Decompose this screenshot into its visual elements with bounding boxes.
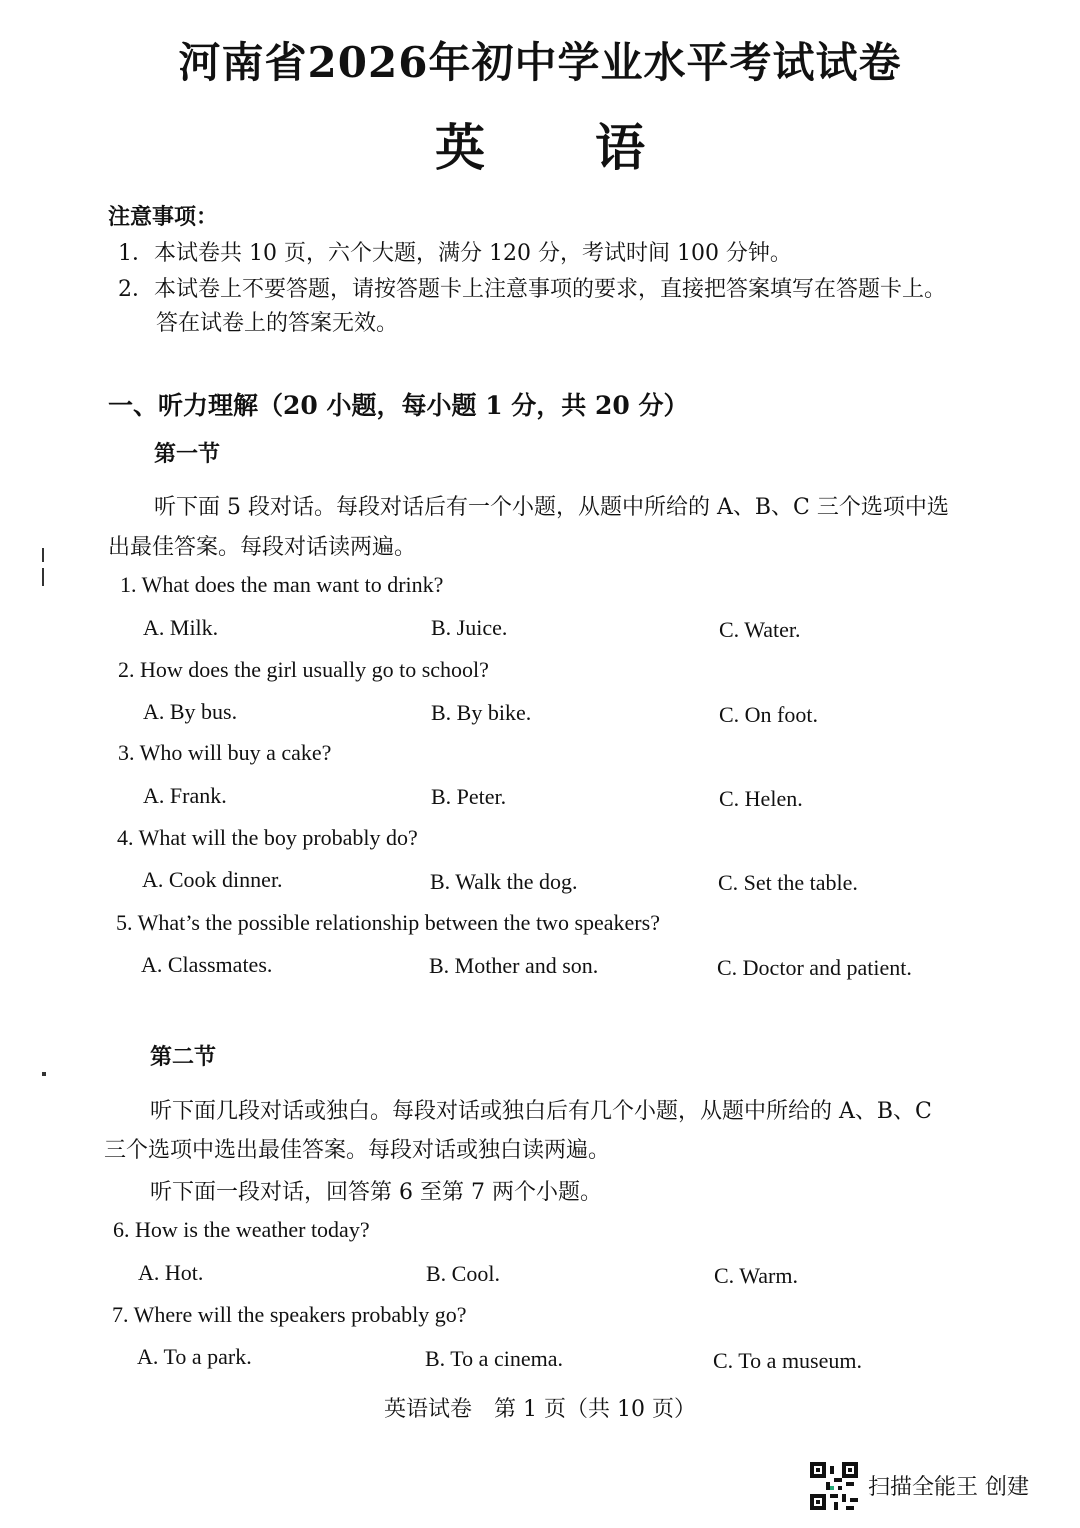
question-2: 2. How does the girl usually go to school? xyxy=(118,657,489,682)
q3-option-b: B. Peter. xyxy=(431,784,507,809)
subject-char-2: 语 xyxy=(595,118,645,177)
question-7: 7. Where will the speakers probably go? xyxy=(112,1302,467,1327)
exam-title: 河南省2026年初中学业水平考试试卷 xyxy=(178,38,902,87)
q1-option-c: C. Water. xyxy=(719,617,801,642)
part2-instruction-2: 三个选项中选出最佳答案。每段对话或独白读两遍。 xyxy=(104,1138,611,1163)
subject-char-1: 英 xyxy=(435,118,485,177)
q2-option-c: C. On foot. xyxy=(719,702,818,727)
q3-option-a: A. Frank. xyxy=(143,783,227,808)
scan-mark xyxy=(42,568,44,586)
page-footer: 英语试卷 第 1 页（共 10 页） xyxy=(384,1397,696,1422)
notice-item-2-cont: 答在试卷上的答案无效。 xyxy=(156,311,399,336)
q5-option-a: A. Classmates. xyxy=(141,952,273,977)
part2-instruction-1: 听下面几段对话或独白。每段对话或独白后有几个小题，从题中所给的 A、B、C xyxy=(150,1099,932,1124)
q1-option-b: B. Juice. xyxy=(431,615,508,640)
q4-option-a: A. Cook dinner. xyxy=(142,867,283,892)
section-heading: 一、听力理解（20 小题，每小题 1 分，共 20 分） xyxy=(108,391,689,420)
scan-mark xyxy=(42,548,44,562)
q6-option-b: B. Cool. xyxy=(426,1261,500,1286)
scanner-watermark: 扫描全能王 创建 xyxy=(868,1475,1029,1500)
subject-title xyxy=(0,108,1080,180)
q5-option-b: B. Mother and son. xyxy=(429,953,599,978)
question-5: 5. What’s the possible relationship between the two speakers? xyxy=(116,910,660,935)
question-1: 1. What does the man want to drink? xyxy=(120,572,444,597)
question-4: 4. What will the boy probably do? xyxy=(117,825,418,850)
q4-option-c: C. Set the table. xyxy=(718,870,858,895)
part1-instruction-2: 出最佳答案。每段对话读两遍。 xyxy=(108,535,417,560)
q7-option-a: A. To a park. xyxy=(137,1344,252,1369)
q4-option-b: B. Walk the dog. xyxy=(430,869,578,894)
qr-code-icon xyxy=(810,1462,858,1510)
part2-instruction-3: 听下面一段对话，回答第 6 至第 7 两个小题。 xyxy=(150,1180,602,1205)
part2-heading: 第二节 xyxy=(150,1044,217,1070)
q7-option-b: B. To a cinema. xyxy=(425,1346,563,1371)
q6-option-a: A. Hot. xyxy=(138,1260,204,1285)
part1-instruction-1: 听下面 5 段对话。每段对话后有一个小题，从题中所给的 A、B、C 三个选项中选 xyxy=(154,495,949,520)
q2-option-a: A. By bus. xyxy=(143,699,238,724)
q5-option-c: C. Doctor and patient. xyxy=(717,955,912,980)
scan-dot xyxy=(42,1072,46,1076)
notice-item-2: 2．本试卷上不要答题，请按答题卡上注意事项的要求，直接把答案填写在答题卡上。 xyxy=(118,277,946,302)
notice-item-1: 1．本试卷共 10 页，六个大题，满分 120 分，考试时间 100 分钟。 xyxy=(118,241,792,266)
q6-option-c: C. Warm. xyxy=(714,1263,798,1288)
q2-option-b: B. By bike. xyxy=(431,700,532,725)
q1-option-a: A. Milk. xyxy=(143,615,219,640)
q3-option-c: C. Helen. xyxy=(719,786,803,811)
part1-heading: 第一节 xyxy=(154,441,221,467)
question-6: 6. How is the weather today? xyxy=(113,1217,370,1242)
notice-heading: 注意事项： xyxy=(108,204,219,230)
q7-option-c: C. To a museum. xyxy=(713,1348,862,1373)
question-3: 3. Who will buy a cake? xyxy=(118,740,332,765)
